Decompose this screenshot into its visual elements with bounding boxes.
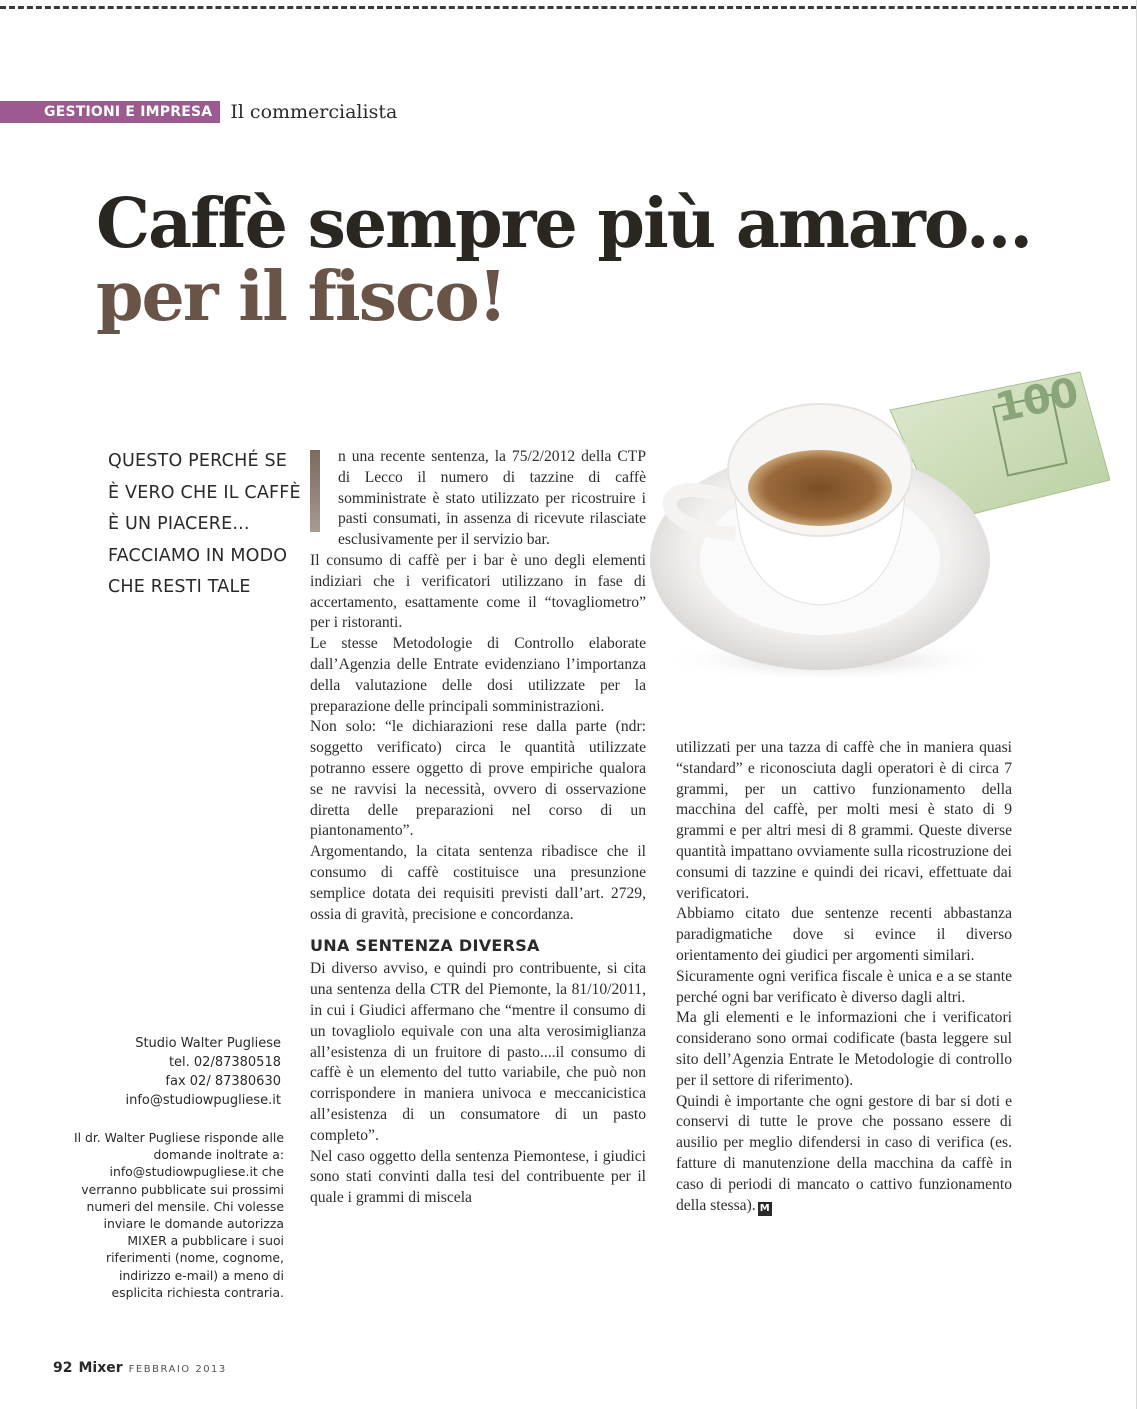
lede-quote: QUESTO PERCHÉ SE È VERO CHE IL CAFFÈ È UN PIACERE... FACCIAMO IN MODO CHE RESTI TALE [108, 451, 301, 597]
section-tag: GESTIONI E IMPRESA [0, 101, 220, 123]
paragraph: Il consumo di caffè per i bar è uno degli elementi indiziari che i verificatori utilizzano in fase di accertamento, esattamente come il “tovagliometro” per i ristoranti. [310, 551, 646, 632]
paragraph: Non solo: “le dichiarazioni rese dalla parte (ndr: soggetto verificato) circa le quantità utilizzate potranno essere oggetto di prove empiriche qualora se ne ravvisi la necessità, ovvero di osservazione diretta delle preparazioni nel corso di un piantonamento”. [310, 718, 646, 840]
coffee-cup-photo [640, 360, 1110, 690]
banknote-value: 100 [991, 369, 1083, 432]
drop-cap [310, 450, 320, 532]
section-header [0, 101, 397, 123]
reader-note: Il dr. Walter Pugliese risponde alle domande inoltrate a: info@studiowpugliese.it che verranno pubblicate sui prossimi numeri del mensile. Chi volesse inviare le domande autorizza MIXER a pubblicare i suoi riferimenti (nome, cognome, indirizzo e-mail) a meno di esplicita richiesta contraria. [73, 1130, 284, 1300]
coffee [748, 450, 892, 526]
paragraph-final: Quindi è importante che ogni gestore di bar si doti e conservi di tutte le prove che possano essere di ausilio per meglio difendersi in caso di verifica (es. fatture di manutenzione della macchina da caffè in caso di periodi di mancato o cattivo funzionamento della stessa). M [676, 1092, 1012, 1214]
end-mark-icon: M [758, 1202, 772, 1216]
paragraph: Ma gli elementi e le informazioni che i verificatori considerano sono ormai codificate (basta leggere sul sito dell’Agenzia Entrate le Metodologie di controllo per il settore di riferimento). [676, 1009, 1012, 1089]
cut-line [0, 6, 1137, 9]
issue-date: FEBBRAIO 2013 [128, 1364, 227, 1375]
article-intro: n una recente sentenza, la 75/2/2012 della CTP di Lecco il numero di tazzine di caffè somministrate è stato utilizzato per ricostruire i pasti consumati, in assenza di ricevute rilasciate esclusivamente per il servizio bar. [310, 447, 646, 551]
section-subtitle: Il commercialista [230, 101, 398, 123]
paragraph: Di diverso avviso, e quindi pro contribuente, si cita una sentenza della CTR del Piemonte, la 81/10/2011, in cui i Giudici affermano che “mentre il consumo di un tovagliolo equivale con una alta verosimiglianza all’esistenza di un fruitore di pasto....il consumo di caffè è un elemento del tutto variabile, che può non corrispondere in maniera univoca e meccanicistica all’esistenza di un consumatore di un pasto completo”. [310, 960, 646, 1144]
page-number: 92 [53, 1360, 73, 1376]
paragraph: Abbiamo citato due sentenze recenti abbastanza paradigmatiche dove si evince il diverso orientamento dei giudici per argomenti similari. [676, 905, 1012, 964]
paragraph: Argomentando, la citata sentenza ribadisce che il consumo di caffè costituisce una presunzione semplice dotata dei requisiti previsti dall’art. 2729, ossia di gravità, precisione e concordanza. [310, 843, 646, 923]
magazine-name: Mixer [78, 1360, 123, 1376]
subheading: UNA SENTENZA DIVERSA [310, 936, 540, 956]
paragraph: utilizzati per una tazza di caffè che in maniera quasi “standard” e riconosciuta dagli operatori è di circa 7 grammi, per un cattivo funzionamento della macchina del caffè, per molti mesi è stato di 9 grammi e per altri mesi di 8 grammi. Queste diverse quantità impattano ovviamente sulla ricostruzione dei consumi di tazzine e quindi dei ricavi, effettuate dai verificatori. [676, 739, 1012, 902]
paragraph: Nel caso oggetto della sentenza Piemontese, i giudici sono stati convinti dalla tesi del contribuente per il quale i grammi di miscela [310, 1147, 646, 1207]
page-footer [53, 1360, 227, 1376]
headline-line-1: Caffè sempre più amaro... [96, 184, 1032, 264]
headline-line-2: per il fisco! [96, 257, 506, 338]
paragraph: Le stesse Metodologie di Controllo elaborate dall’Agenzia delle Entrate evidenziano l’importanza della valutazione delle dosi utilizzate per la preparazione delle principali somministrazioni. [310, 635, 646, 715]
article-column-2 [676, 738, 1012, 1216]
article-column-1 [310, 447, 646, 1209]
paragraph: Sicuramente ogni verifica fiscale è unica e a se stante perché ogni bar verificato è diverso dagli altri. [676, 967, 1012, 1006]
headline [96, 184, 1032, 338]
author-contact: Studio Walter Pugliese tel. 02/87380518 fax 02/ 87380630 info@studiowpugliese.it [125, 1036, 281, 1108]
